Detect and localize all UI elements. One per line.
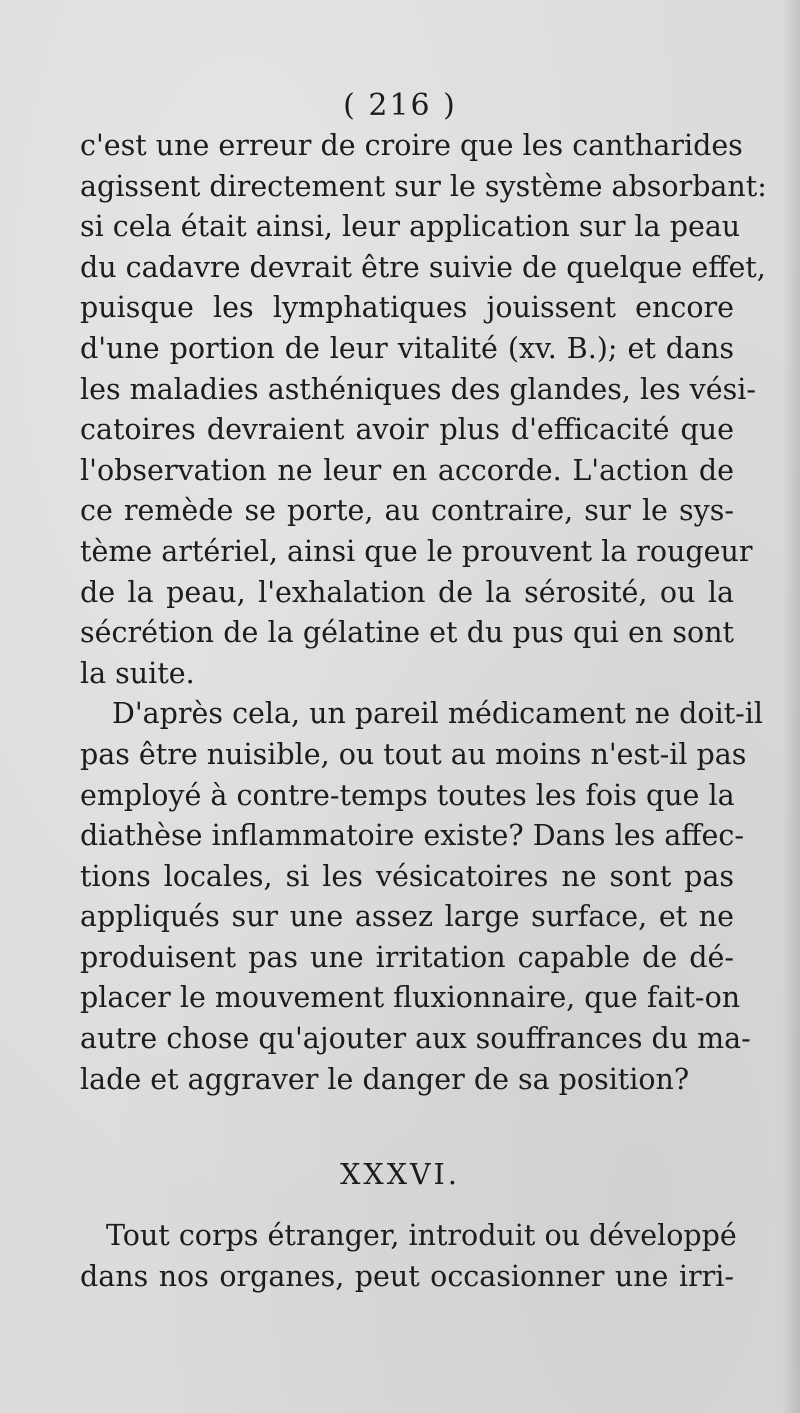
text-line: dans nos organes, peut occasionner une irri-	[80, 1259, 734, 1293]
text-line: puisque les lymphatiques jouissent encore	[80, 291, 734, 325]
text-line: c'est une erreur de croire que les cantharides	[80, 129, 743, 162]
text-line: l'observation ne leur en accorde. L'action de	[80, 453, 734, 487]
text-line: sécrétion de la gélatine et du pus qui en sont	[80, 616, 734, 650]
paragraph-2	[80, 694, 764, 1100]
text-line: autre chose qu'ajouter aux souffrances du ma-	[80, 1022, 751, 1056]
text-line: de la peau, l'exhalation de la sérosité, ou la	[80, 575, 734, 609]
body-text	[80, 126, 767, 1100]
text-line: tions locales, si les vésicatoires ne sont pas	[80, 859, 734, 893]
text-line: D'après cela, un pareil médicament ne doit-il	[112, 697, 764, 731]
text-line: appliqués sur une assez large surface, et ne	[80, 900, 734, 934]
page-edge-shadow	[782, 0, 800, 1413]
section-heading: XXXVI.	[340, 1158, 460, 1191]
text-line: agissent directement sur le système absorbant:	[80, 169, 767, 203]
text-line: catoires devraient avoir plus d'efficacité que	[80, 413, 734, 447]
text-line: du cadavre devrait être suivie de quelque effet,	[80, 250, 766, 284]
paragraph-1	[80, 126, 767, 694]
text-line: d'une portion de leur vitalité (xv. B.); et dans	[80, 331, 734, 365]
text-line: placer le mouvement fluxionnaire, que fait-on	[80, 981, 741, 1015]
paragraph-3	[80, 1216, 737, 1297]
text-line: si cela était ainsi, leur application sur la peau	[80, 210, 741, 244]
text-line: diathèse inflammatoire existe? Dans les affec-	[80, 819, 744, 853]
text-line: employé à contre-temps toutes les fois que la	[80, 778, 735, 812]
text-line: lade et aggraver le danger de sa position?	[80, 1062, 690, 1096]
body-text-continued	[80, 1216, 737, 1297]
text-line: produisent pas une irritation capable de dé-	[80, 940, 734, 974]
text-line: ce remède se porte, au contraire, sur le sys-	[80, 494, 734, 528]
text-line: la suite.	[80, 656, 195, 690]
text-line: Tout corps étranger, introduit ou développé	[106, 1219, 737, 1252]
text-line: tème artériel, ainsi que le prouvent la rougeur	[80, 534, 753, 568]
page-number: ( 216 )	[343, 88, 457, 123]
text-line: pas être nuisible, ou tout au moins n'est-il pas	[80, 737, 747, 771]
text-line: les maladies asthéniques des glandes, les vési-	[80, 372, 756, 406]
